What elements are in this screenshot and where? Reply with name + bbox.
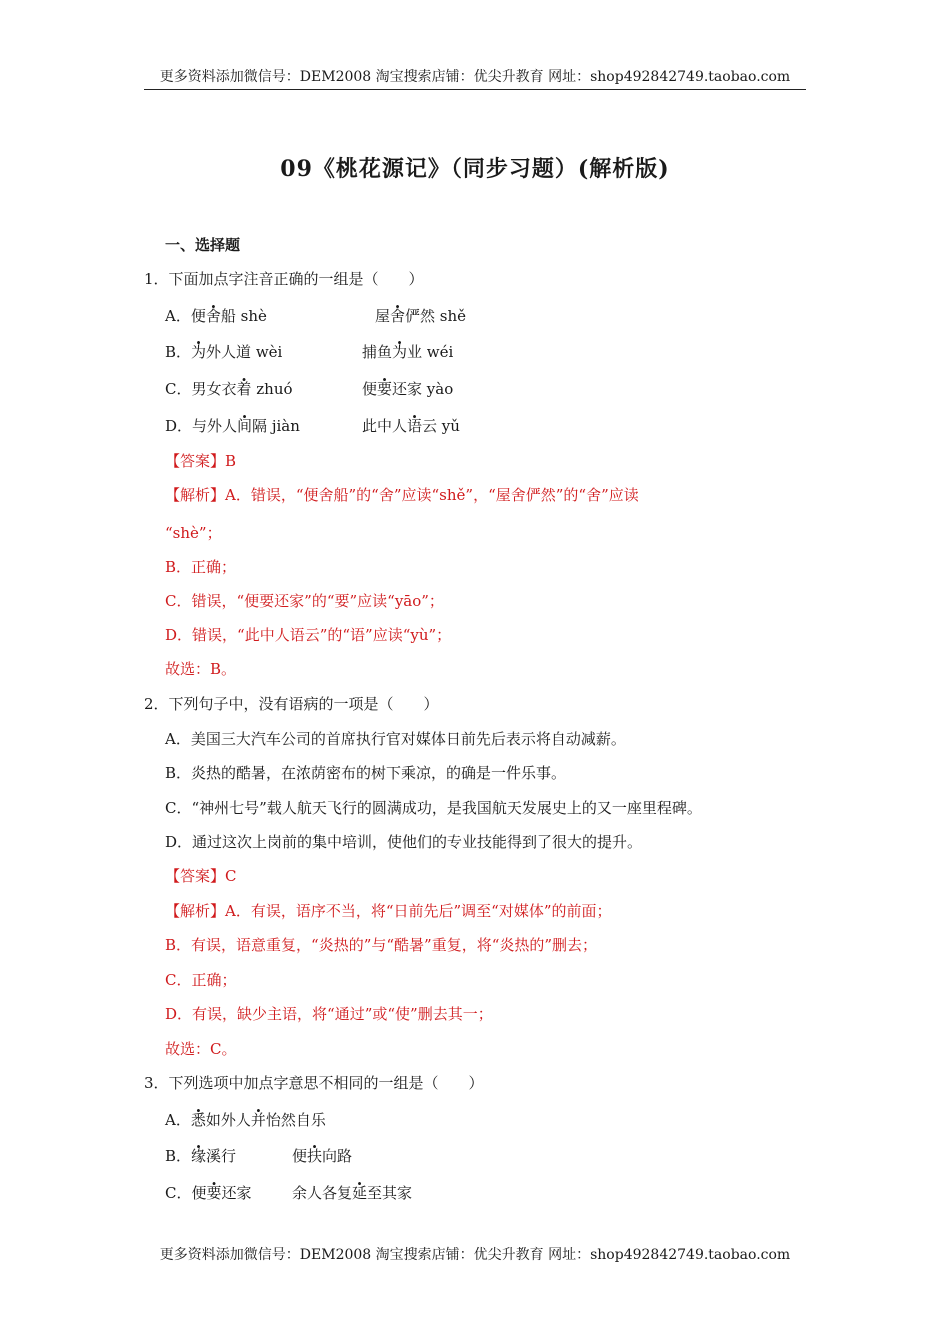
q1-explanation-line2: “shè”；	[165, 524, 222, 542]
q1-option-a-right: 屋舍俨然 shě	[375, 307, 467, 325]
q1-answer: 【答案】B	[165, 452, 237, 470]
q3-option-a: A．悉如外人并怡然自乐	[165, 1111, 326, 1129]
q2-explanation-c: C．正确；	[165, 971, 237, 989]
q1-explanation-b: B．正确；	[165, 558, 237, 576]
q1-option-b-right: 捕鱼为业 wéi	[362, 343, 454, 361]
q3-stem: 3．下列选项中加点字意思不相同的一组是（ ）	[144, 1074, 484, 1092]
q1-explanation-line1: 【解析】A．错误，“便舍船”的“舍”应读“shě”，“屋舍俨然”的“舍”应读	[165, 486, 639, 504]
q2-answer: 【答案】C	[165, 867, 237, 885]
q3-option-b-right: 便扶向路	[292, 1147, 353, 1165]
q1-stem: 1．下面加点字注音正确的一组是（ ）	[144, 270, 424, 288]
q2-option-c: C．“神州七号”载人航天飞行的圆满成功，是我国航天发展史上的又一座里程碑。	[165, 799, 702, 817]
page-footer: 更多资料添加微信号：DEM2008 淘宝搜索店铺：优尖升教育 网址：shop492842749.taobao.com	[159, 1247, 791, 1263]
q2-stem: 2．下列句子中，没有语病的一项是（ ）	[144, 695, 439, 713]
q2-option-d: D．通过这次上岗前的集中培训，使他们的专业技能得到了很大的提升。	[165, 833, 643, 851]
q1-option-b-left: B．为外人道 wèi	[165, 343, 283, 361]
q1-option-c-left: C．男女衣着 zhuó	[165, 380, 293, 398]
q2-option-b: B．炎热的酷暑，在浓荫密布的树下乘凉，的确是一件乐事。	[165, 764, 567, 782]
q3-option-b-left: B．缘溪行	[165, 1147, 237, 1165]
q2-choose: 故选：C。	[165, 1040, 237, 1058]
q3-option-c-left: C．便要还家	[165, 1184, 252, 1202]
q1-option-a-left: A．便舍船 shè	[165, 307, 267, 325]
q1-explanation-d: D．错误，“此中人语云”的“语”应读“yù”；	[165, 626, 452, 644]
q1-option-d-left: D．与外人间隔 jiàn	[165, 417, 300, 435]
q2-option-a: A．美国三大汽车公司的首席执行官对媒体日前先后表示将自动减薪。	[165, 730, 626, 748]
page-header: 更多资料添加微信号：DEM2008 淘宝搜索店铺：优尖升教育 网址：shop492842749.taobao.com	[144, 66, 806, 90]
q2-explanation-a: 【解析】A．有误，语序不当，将“日前先后”调至“对媒体”的前面；	[165, 902, 612, 920]
q3-option-c-right: 余人各复延至其家	[292, 1184, 413, 1202]
q1-option-c-right: 便要还家 yào	[362, 380, 454, 398]
q2-explanation-d: D．有误，缺少主语，将“通过”或“使”删去其一；	[165, 1005, 493, 1023]
section-heading: 一、选择题	[165, 236, 241, 254]
q1-explanation-c: C．错误，“便要还家”的“要”应读“yāo”；	[165, 592, 444, 610]
q2-explanation-b: B．有误，语意重复，“炎热的”与“酷暑”重复，将“炎热的”删去；	[165, 936, 598, 954]
q1-option-d-right: 此中人语云 yǔ	[362, 417, 460, 435]
page-title: 09《桃花源记》（同步习题）(解析版)	[280, 156, 670, 182]
q1-choose: 故选：B。	[165, 660, 237, 678]
